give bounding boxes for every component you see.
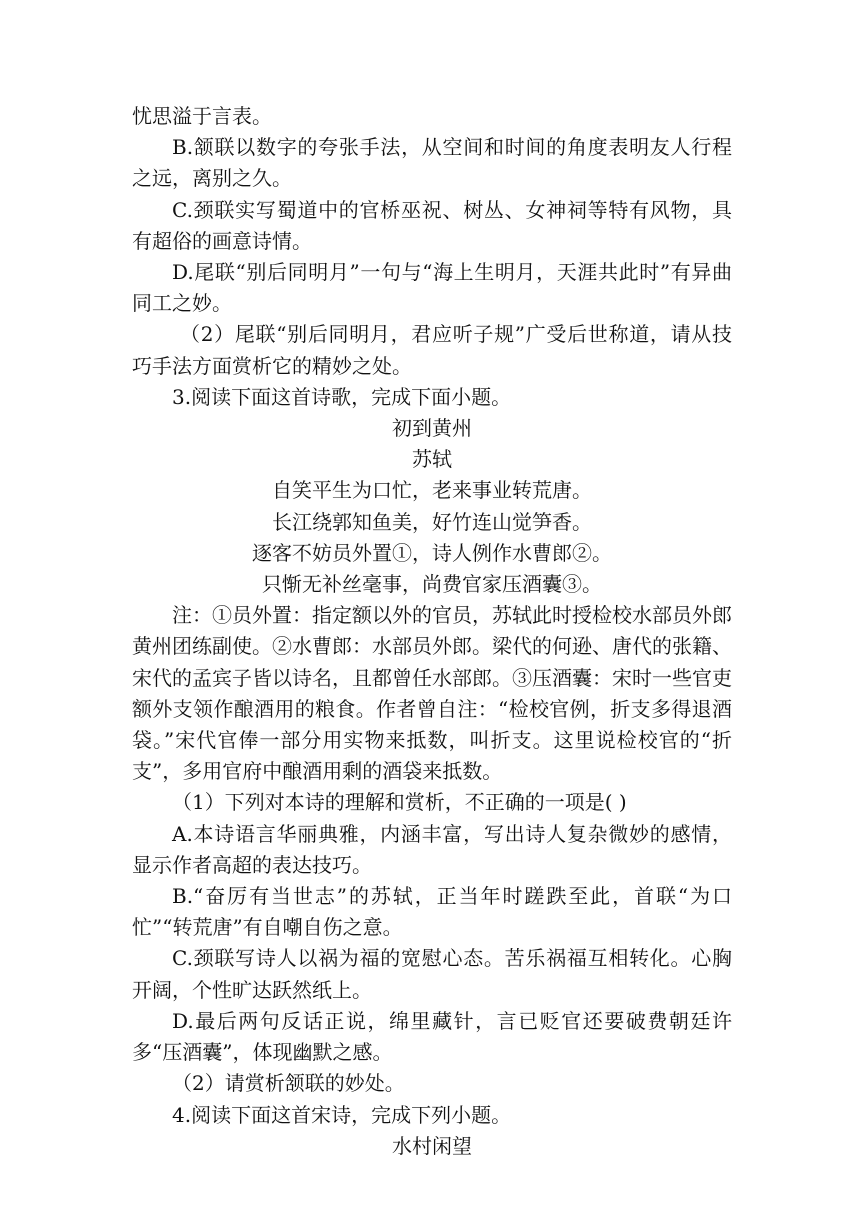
document-page	[132, 101, 732, 1162]
q3-poem-author: 苏轼	[412, 447, 452, 472]
q3-poem-line: 只惭无补丝毫事，尚费官家压酒囊③。	[262, 572, 602, 597]
q3-option-b: B.“奋厉有当世志”的苏轼，正当年时蹉跌至此，首联“为口忙”“转荒唐”有自嘲自伤之意。	[132, 884, 732, 940]
q4-intro: 4.阅读下面这首宋诗，完成下列小题。	[172, 1102, 512, 1127]
q2-subquestion-2: （2）尾联“别后同明月，君应听子规”广受后世称道，请从技巧手法方面赏析它的精妙之处。	[132, 322, 732, 378]
q3-annotation-note: 注：①员外置：指定额以外的官员，苏轼此时授检校水部员外郎黄州团练副使。②水曹郎：水部员外郎。梁代的何逊、唐代的张籍、宋代的孟宾子皆以诗名，且都曾任水部郎。③压酒囊：宋时一些官吏额外支领作酿酒用的粮食。作者曾自注：“检校官例，折支多得退酒袋。”宋代官俸一部分用实物来抵数，叫折支。这里说检校官的“折支”，多用官府中酿酒用剩的酒袋来抵数。	[132, 603, 732, 784]
q3-option-d: D.最后两句反话正说，绵里藏针，言已贬官还要破费朝廷许多“压酒囊”，体现幽默之感。	[132, 1008, 732, 1065]
q3-poem-line: 长江绕郭知鱼美，好竹连山觉笋香。	[272, 509, 592, 534]
q4-poem-title: 水村闲望	[392, 1133, 472, 1158]
q2-continuation-line: 忧思溢于言表。	[132, 104, 272, 128]
q3-intro: 3.阅读下面这首诗歌，完成下面小题。	[172, 384, 512, 409]
q2-option-c: C.颈联实写蜀道中的官桥巫祝、树丛、女神祠等特有风物，具有超俗的画意诗情。	[132, 197, 732, 253]
q2-option-d: D.尾联“别后同明月”一句与“海上生明月，天涯共此时”有异曲同工之妙。	[132, 260, 732, 316]
q3-option-a: A.本诗语言华丽典雅，内涵丰富，写出诗人复杂微妙的感情，显示作者高超的表达技巧。	[132, 821, 732, 877]
q3-poem-line: 自笑平生为口忙，老来事业转荒唐。	[272, 478, 592, 503]
q2-option-b: B.颔联以数字的夸张手法，从空间和时间的角度表明友人行程之远，离别之久。	[132, 135, 732, 191]
q3-poem-line: 逐客不妨员外置①，诗人例作水曹郎②。	[252, 540, 612, 565]
q3-poem-title: 初到黄州	[392, 416, 472, 441]
q3-subquestion-2: （2）请赏析颔联的妙处。	[172, 1071, 405, 1096]
q3-subquestion-1: （1）下列对本诗的理解和赏析，不正确的一项是( )	[172, 790, 627, 815]
q3-option-c: C.颈联写诗人以祸为福的宽慰心态。苦乐祸福互相转化。心胸开阔，个性旷达跃然纸上。	[132, 946, 732, 1002]
